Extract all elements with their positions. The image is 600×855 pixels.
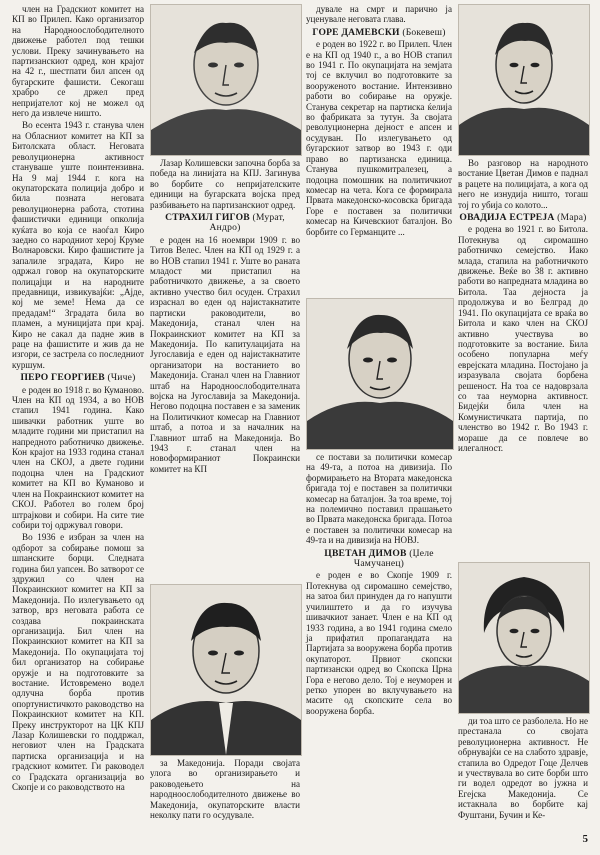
heading-alias: (Џеле Чамучанец) (353, 547, 434, 570)
col4-paragraph-2: ди тоа што се разболела. Но не престанала со својата револуционерна активност. Не обрнувајќи се на слабото здравје, стапила во Одредот Гоце Делчев и учествувала во сите борби што ги водел одредот во јужна и Егејска Македонија. Се истакнала во борбите кај Фуштани, Бучин и Ке- (458, 716, 588, 820)
page-number: 5 (582, 833, 588, 845)
heading-cvetan-dimov (306, 549, 452, 570)
heading-name: ПЕРО ГЕОРГИЕВ (20, 372, 105, 384)
portrait-top-col2 (150, 4, 302, 156)
col1-paragraph-3: е роден во 1918 г. во Куманово. Член на КП од 1934, а во НОВ стапил 1941 година. Како шивачки работник уште во младите години ми пристапил на напредното работничко движење. Кон крајот на 1933 година станал член на СКОЈ, а двете години подоцна член на Градскиот комитет на КП во Куманово и член на Покраинскиот комитет на СКОЈ. Работел во голем број штрајкови и собири. На сите тие собири тој одржувал говори. (12, 384, 144, 530)
heading-name: ЦВЕТАН ДИМОВ (324, 547, 407, 559)
heading-name: ГОРЕ ДАМЕВСКИ (312, 26, 400, 38)
col3-paragraph-1: е роден во 1922 г. во Прилеп. Член е на КП од 1940 г., а во НОВ стапил во 1941 г. По окупацијата на земјата тој се вклучил во подготовките за вооруженото востание. Интензивно работи во собирање на оружје. Станува секретар на партиска ќелија во фабриката за тутун. За својата револуционерна дејност е апсен и осудуван. По излегувањето од бугарскиот затвор во 1943 г. оди право во партизанска единица. Станува пушкомитралезец, а подоцна помошник на политичкиот комесар на чета. Кога се формирала Првата македонско-косовска бригада Горе е поставен за политички комесар на Кичевскиот баталјон. Во борбите со Германците ... (306, 39, 452, 237)
heading-gore-damevski (306, 28, 452, 38)
portrait-col3 (306, 298, 454, 450)
column-3-top (306, 4, 452, 294)
column-4-bottom (458, 716, 588, 832)
col2-paragraph-2: за Македонија. Поради својата улога во организирањето и раководењето на народноослободителното движење во Македонија, окупаторските власти неколку пати го осудувале. (150, 758, 300, 821)
col2-top-caption: Лазар Колишевски започна борба за победа на линијата на КПЈ. Загинува во борбите со непријателските единици на бугарската војска пред разбивањето на партизанскиот одред. (150, 158, 300, 210)
heading-name: ОВАДИЈА ЕСТРЕЈА (459, 212, 555, 224)
column-2 (150, 158, 300, 578)
portrait-top-col4 (458, 4, 590, 156)
col3-paragraph-3: е роден е во Скопје 1909 г. Потекнува од сиромашно семејство, на затоа бил принуден да го напушти училиштето и да го изучува шивачкиот занает. Член е на КП од 1933 година, а во 1941 година смело ја прифатил пропагандата на Партијата за вооружена борба против окупаторот. Првиот скопски партизански одред во Скопска Црна Гора е негово дело. Тој е неуморен и ретко упорен во вклучувањето на масите од скопските села во вооружена борба. (306, 570, 452, 716)
heading-alias: (Бокевеш) (402, 26, 446, 38)
col2-paragraph-1: е роден на 16 ноември 1909 г. во Титов Велес. Член на КП од 1929 г. а во НОВ стапил 1941 г. Уште во раната младост ми пристапил на работничкото движење, а за своето активно учество бил осуден. Страхил израснал во еден од најистакнатите партиски раководители, во Македонија, станал член на Покраинскиот комитет на КП за Македонија. По капитулацијата на Југославија е еден од најистакнатите организатори на востанието во Македонија. Станал член на Главниот штаб на Народноослободителната војска на Југославија за Македонија. Негово подоцна поставен е за заменик на Политичкиот комесар на Главниот штаб, а потоа и за началник на Главниот штаб на Македонија. Во 1943 г. станал член на новоформираниот Покраински комитет на КП (150, 234, 300, 474)
heading-strahil-gigov (150, 213, 300, 234)
heading-ovadija-estreja (458, 213, 588, 223)
heading-alias: (Мара) (557, 212, 587, 224)
column-4-top (458, 158, 588, 558)
heading-alias: (Мурат, Андро) (209, 212, 285, 234)
column-1 (12, 4, 144, 839)
col4-top-caption: Во разговор на народното востание Цветан Димов е паднал в рацете на полицијата, а кога од него не изнудија ништо, тогаш тој го убија со колото... (458, 158, 588, 210)
col3-top: дувале на смрт и парично ја уценувале неговата глава. (306, 4, 452, 25)
portrait-bottom-col2 (150, 584, 302, 756)
portrait-bottom-col4 (458, 562, 590, 714)
column-3-bottom (306, 452, 452, 840)
col1-paragraph-2: Во есента 1943 г. станува член на Обласниот комитет на КП за Битолската област. Неговата револуционерна активност стануваше уште поинтензивна. На 9 мај 1944 г. кога на окупаторската полиција добро и била позната неговата револуционерна работа, стотина фашистички единици опколија куќата во која се наоѓал Киро заедно со народниот херој Круме Волнаровски. Киро фашистите ја запалиле зградата, Киро не одржал говор на окупаторските полицајци и на народните предавници, извикувајќи: „Ајде, кој ме земе! Нема да се предадам!“ Зградата била во пламен, а муницијата при крај. Киро не сакал да падне жив в раце на фашистите и жив да не изгори, се застрела со последниот куршум. (12, 120, 144, 370)
col4-paragraph-1: е родена во 1921 г. во Битола. Потекнува од сиромашно работничко семејство. Иако млада, стапила на работничкото движење. Веќе во 38 г. активно работи во напредната младина во Битола. Таа дејноста ја продолжува и во Белград до 1941. По окупацијата се враќа во Битола и како член на СКОЈ активно учествува во подготовките за востание. Била особено популарна меѓу еврејската младина. Постојано ја изразувала својата борбена решеност. На тоа се надоврзала со таа неуморна активност. Бидејќи била член на Комунистичката партија, по членство во 1942 г. Во 1943 г. мораше да се повлече во илегалност. (458, 224, 588, 453)
heading-alias: (Чиче) (107, 372, 136, 384)
col1-paragraph-4: Во 1936 е избран за член на одборот за собирање помош за шпанските борци. Следната година бил уапсен. Во затворот се здружил со член на Покраинскиот комитет на КП за Македонија. По излегувањето од затвор, врз неговата работа се создава покраинската организација. Бил член на Покраинскиот комитет на КП за Македонија. По окупацијата тој бил организатор на собирање оружје и на подготовките за востание. Истовремено водел одлучна борба против опортунистичкото раководство на Покраинскиот комитет на КП. Преку инструкторот на ЦК КПЈ Лазар Колишевски го поддржал, неговиот член на Градската партиска организација и на градскиот комитет. Ги раководел со Градската организација во Скопје и со раководството на (12, 532, 145, 793)
col3-paragraph-2: се постави за политички комесар на 49-та, а потоа на дивизија. По формирањето на Втората македонска бригада тој е поставен за политички комесар на баталјон. За тоа време, тој на полемично поставил прашањето во Првата македонска бригада. Потоа е поставен за политички комесар на 49-та и на дивизија на НОВЈ. (306, 452, 452, 546)
column-2-bottom (150, 758, 300, 840)
heading-pero-georgiev (12, 373, 144, 383)
col1-intro: член на Градскиот комитет на КП во Прилеп. Како организатор на Народноослободителното движење работел под тешки услови. Преку зачинувањето на партизанскиот одред, кон крајот на 42 г., шестпати бил апсен од бугарските фашисти. Секогаш храбро се држел пред непријателот кој не можел од него да извлече ништо. (12, 4, 144, 119)
heading-name: СТРАХИЛ ГИГОВ (165, 212, 250, 224)
